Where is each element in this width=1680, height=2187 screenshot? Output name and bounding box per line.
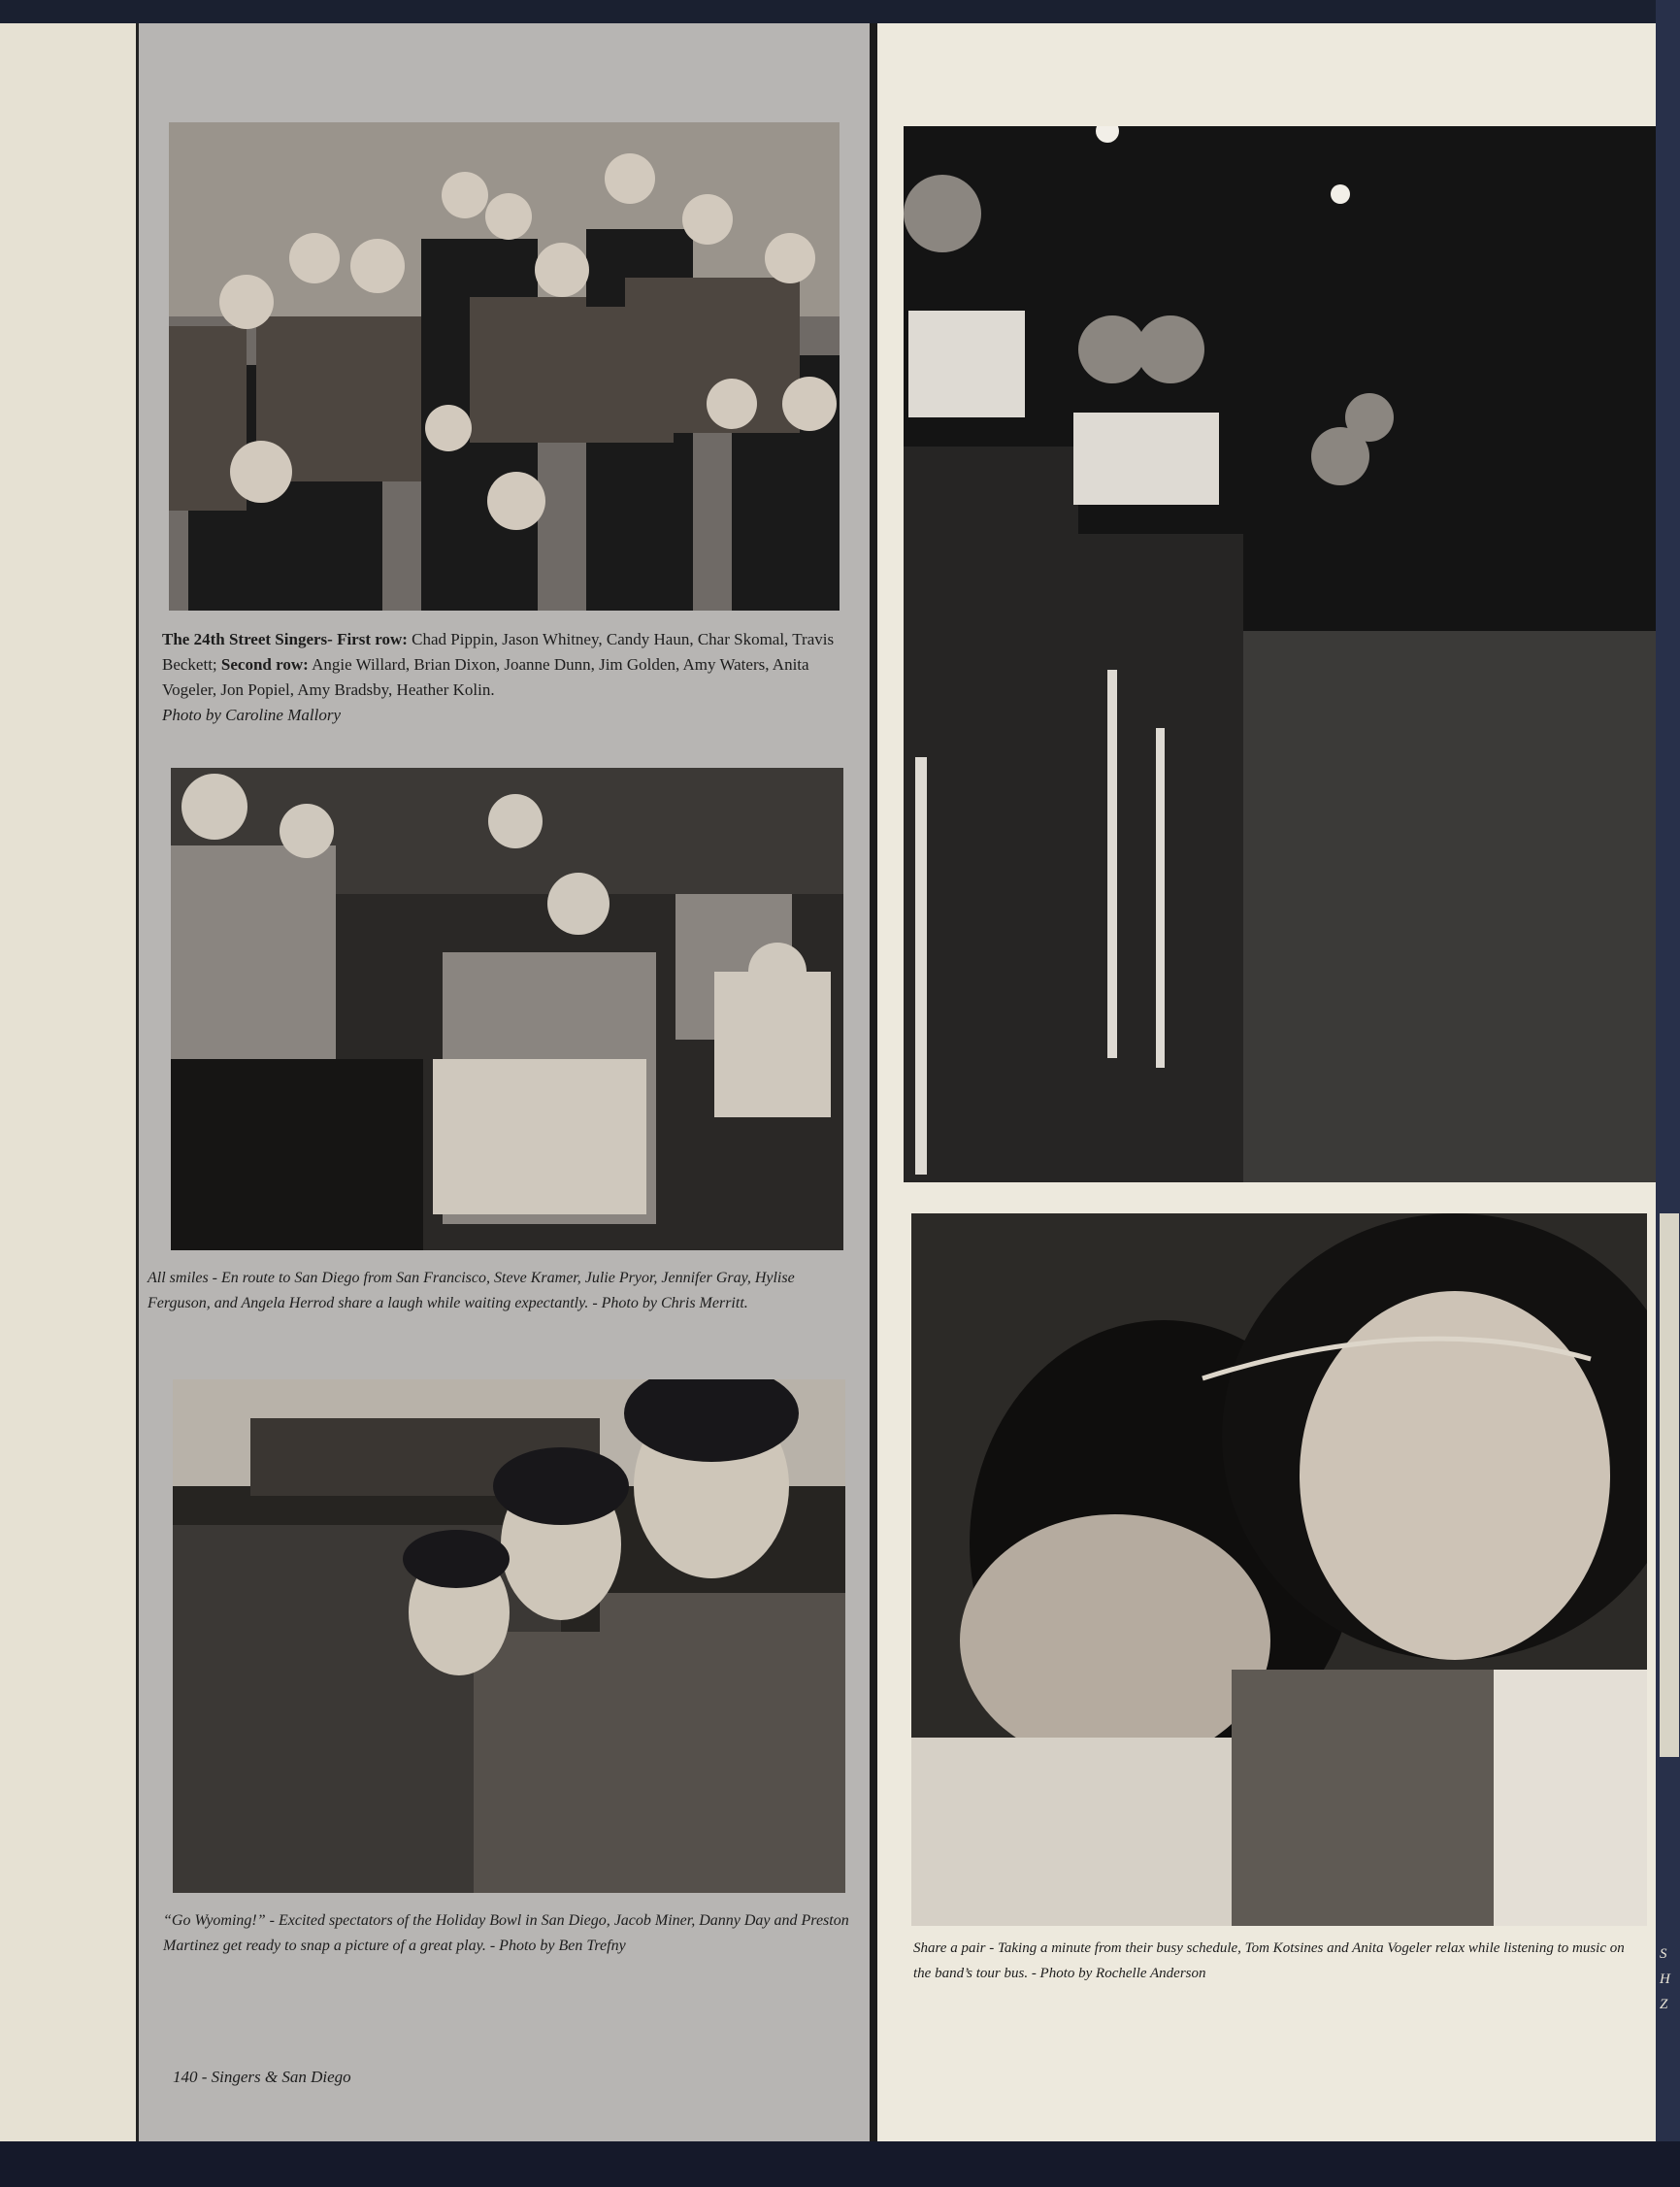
singers-caption: [162, 627, 841, 728]
bottom-band: [0, 2141, 1680, 2187]
all-smiles-caption: [148, 1266, 856, 1316]
page-folio: 140 - Singers & San Diego: [173, 2068, 351, 2086]
go-wyoming-caption-text: “Go Wyoming!” - Excited spectators of the Holiday Bowl in San Diego, Jacob Miner, Danny Day and Preston Martinez get ready to snap a picture of a great play. - Photo by Ben Trefny: [163, 1912, 849, 1954]
all-smiles-photo: [171, 768, 843, 1250]
share-a-pair-caption-text: Share a pair - Taking a minute from their busy schedule, Tom Kotsines and Anita Vogeler relax while listening to music on the band’s tour bus. - Photo by Rochelle Anderson: [913, 1940, 1625, 1981]
share-a-pair-caption: [913, 1936, 1641, 1986]
left-margin: [0, 23, 136, 2144]
singers-caption-title: The 24th Street Singers-: [162, 630, 333, 648]
facing-page-letters: S H Z: [1660, 1946, 1670, 2012]
column-divider: [870, 23, 877, 2144]
marching-band-photo: [904, 126, 1657, 1182]
first-row-names: Chad Pippin, Jason Whitney, Candy Haun, Char Skomal, Travis Beckett;: [162, 630, 835, 674]
first-row-label: First row:: [337, 630, 408, 648]
top-band: [0, 0, 1680, 23]
second-row-label: Second row:: [220, 655, 309, 674]
singers-photo-credit: Photo by Caroline Mallory: [162, 706, 341, 724]
facing-page-edge: [1656, 0, 1680, 2187]
go-wyoming-photo: [173, 1379, 845, 1893]
facing-page-fragment: [1660, 1213, 1679, 1757]
share-a-pair-photo: [911, 1213, 1647, 1926]
go-wyoming-caption: [163, 1908, 862, 1959]
all-smiles-caption-text: All smiles - En route to San Diego from San Francisco, Steve Kramer, Julie Pryor, Jennifer Gray, Hylise Ferguson, and Angela Herrod share a laugh while waiting expectantly. - Photo by Chris Merritt.: [148, 1270, 795, 1311]
second-row-names: Angie Willard, Brian Dixon, Joanne Dunn, Jim Golden, Amy Waters, Anita Vogeler, Jon Popiel, Amy Bradsby, Heather Kolin.: [162, 655, 809, 699]
singers-group-photo: [169, 122, 840, 611]
